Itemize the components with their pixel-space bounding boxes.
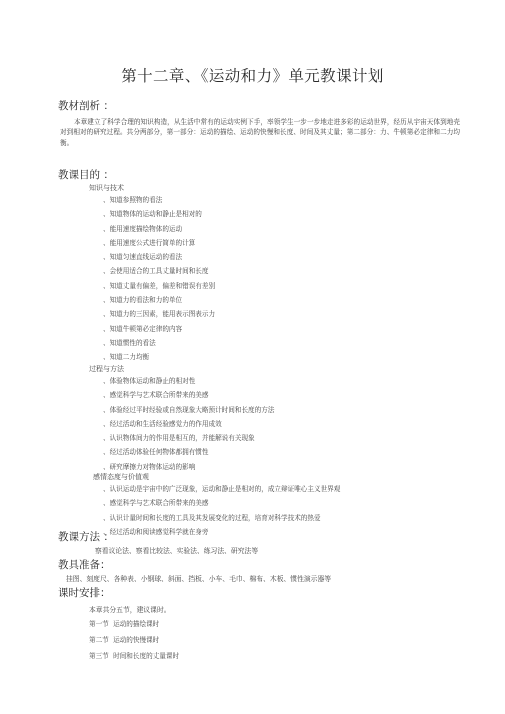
document-title: 第十二章、《运动和力》单元教课计划 bbox=[121, 67, 384, 85]
section-number: 第一节 bbox=[89, 620, 109, 628]
preparation-heading: 教具准备： bbox=[58, 559, 111, 571]
preparation-text: 挂图、刻度尺、各种表、小钢球、斜面、挡板、小车、毛巾、棉布、木板、惯性演示器等 bbox=[66, 575, 332, 583]
knowledge-skills-list bbox=[103, 193, 215, 365]
attitude-item: 、认识计量时间和长度的工具及其发展变化的过程，培育对科学技术的热爱 bbox=[103, 513, 321, 522]
process-item: 、研究摩擦力对物体运动的影响 bbox=[103, 462, 196, 471]
knowledge-item: 、能用速度公式进行简单的计算 bbox=[103, 238, 196, 247]
section-name: 时间和长度的丈量课时 bbox=[111, 652, 180, 660]
knowledge-item: 、知道参照物的看法 bbox=[103, 196, 163, 204]
process-item: 、体验物体运动和静止的相对性 bbox=[103, 377, 196, 385]
attitude-item: 、感觉科学与艺术联合所带来的美感 bbox=[103, 499, 209, 508]
attitude-item: 、经过活动和阅读感觉科学就在身旁 bbox=[103, 527, 209, 536]
process-item: 、经过活动体验任何物体都拥有惯性 bbox=[103, 448, 209, 457]
attitude-item: 、认识运动是宇宙中的广泛现象，运动和静止是相对的，成立辩证唯心主义世界观 bbox=[103, 485, 341, 493]
analysis-paragraph: 本章建立了科学合理的知识构造，从生活中常有的运动实例下手，率领学生一步一步地走进多彩的运动世界，经历从宇宙天体到地壳对到相对的研究过程。共分两部分，第一部分：运动的描绘、运动的快慢和长度、时间及其丈量；第二部分：力、牛顿第必定律和二力均衡。 bbox=[60, 118, 460, 147]
attitude-values-list bbox=[103, 482, 340, 539]
knowledge-item: 、知道物体的运动和静止是相对的 bbox=[103, 210, 202, 219]
knowledge-skills-label: 知识与技术 bbox=[89, 184, 124, 192]
section-number: 第二节 bbox=[89, 636, 109, 644]
schedule-section bbox=[89, 648, 179, 664]
process-methods-list bbox=[103, 374, 274, 474]
knowledge-item: 、知道力的三因素，能用表示图表示力 bbox=[103, 310, 216, 319]
section-number: 第三节 bbox=[89, 652, 109, 660]
process-item: 、认识物体间力的作用是相互的，并能解说有关现象 bbox=[103, 434, 255, 443]
process-methods-label: 过程与方法 bbox=[89, 365, 124, 373]
objectives-heading: 教课目的 ： bbox=[58, 169, 114, 181]
knowledge-item: 、知道牛顿第必定律的内容 bbox=[103, 324, 183, 333]
process-item: 、体验经过平时经验或自然现象大略预计时间和长度的方法 bbox=[103, 405, 275, 414]
schedule-intro: 本章共分五节，建议课时。 bbox=[89, 606, 171, 614]
schedule-heading: 课时安排： bbox=[58, 587, 111, 599]
analysis-heading: 教材剖析 ： bbox=[58, 100, 114, 112]
knowledge-item: 、知道二力均衡 bbox=[103, 353, 150, 362]
schedule-section bbox=[89, 616, 179, 632]
knowledge-item: 、能用速度描绘物体的运动 bbox=[103, 224, 183, 233]
knowledge-item: 、知道丈量有偏差，偏差和错误有差别 bbox=[103, 281, 216, 290]
section-name: 运动的描绘课时 bbox=[111, 620, 160, 628]
knowledge-item: 、会使用适合的工具丈量时间和长度 bbox=[103, 267, 209, 276]
schedule-section bbox=[89, 632, 179, 648]
knowledge-item: 、知道力的看法和力的单位 bbox=[103, 296, 183, 305]
process-item: 、经过活动和生活经验感觉力的作用成效 bbox=[103, 419, 222, 428]
methods-text: 察看议论法、察看比较法、实验法、练习法、研究法等 bbox=[95, 547, 259, 555]
schedule-sections bbox=[89, 616, 179, 664]
attitude-values-label: 感情态度与价值观 bbox=[93, 473, 149, 481]
section-name: 运动的快慢课时 bbox=[111, 636, 160, 644]
knowledge-item: 、知道惯性的看法 bbox=[103, 338, 156, 347]
process-item: 、感觉科学与艺术联合所带来的美感 bbox=[103, 391, 209, 400]
knowledge-item: 、知道匀速直线运动的看法 bbox=[103, 253, 183, 262]
methods-heading: 教课方法 ： bbox=[58, 531, 114, 543]
